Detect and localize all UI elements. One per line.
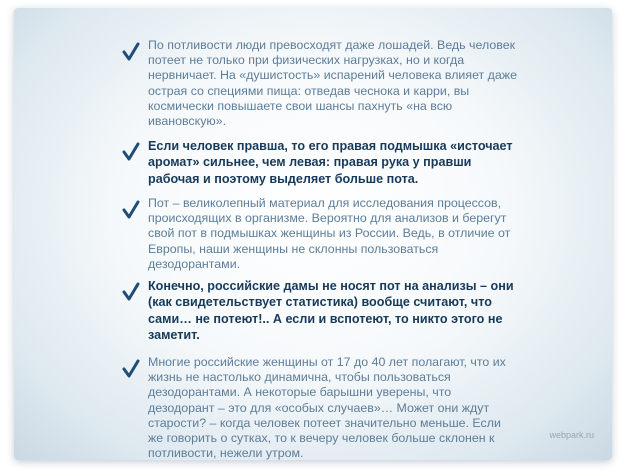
fact-text: Конечно, российские дамы не носят пот на анализы – они (как свидетельствует статистика) вообще считают, что сами… не потеют!.. А если и вспотеют, то никто этого не заметит.: [148, 279, 514, 343]
checkmark-icon: [122, 282, 140, 302]
facts-card: [14, 8, 612, 460]
fact-text: По потливости люди превосходят даже лошадей. Ведь человек потеет не только при физических нагрузках, но и когда нервничает. На «душистость» испарений человека влияет даже острая со специями пища: отведав чеснока и карри, вы космически повышаете свои шансы пахнуть «на всю ивановскую».: [148, 38, 517, 129]
checkmark-icon: [122, 142, 140, 162]
checkmark-icon: [122, 359, 140, 379]
fact-text: Пот – великолепный материал для исследования процессов, происходящих в организме. Вероятно для анализов и берегут свой пот в подмышках женщины из России. Ведь, в отличие от Европы, наши женщины не склонны пользоваться дезодорантами.: [148, 196, 511, 271]
checkmark-icon: [122, 200, 140, 220]
fact-text: Многие российские женщины от 17 до 40 лет полагают, что их жизнь не настолько динамична, чтобы пользоваться дезодорантами. А некоторые барышни уверены, что дезодорант – это для «особых случаев»… Может они ждут старости? – когда человек потеет значительно меньше. Если же говорить о сутках, то к вечеру человек больше склонен к потливости, нежели утром.: [148, 355, 506, 460]
checkmark-icon: [122, 42, 140, 62]
watermark: webpark.ru: [549, 430, 594, 440]
fact-text: Если человек правша, то его правая подмышка «источает аромат» сильнее, чем левая: правая рука у правши рабочая и поэтому выделяет больше пота.: [148, 139, 513, 186]
